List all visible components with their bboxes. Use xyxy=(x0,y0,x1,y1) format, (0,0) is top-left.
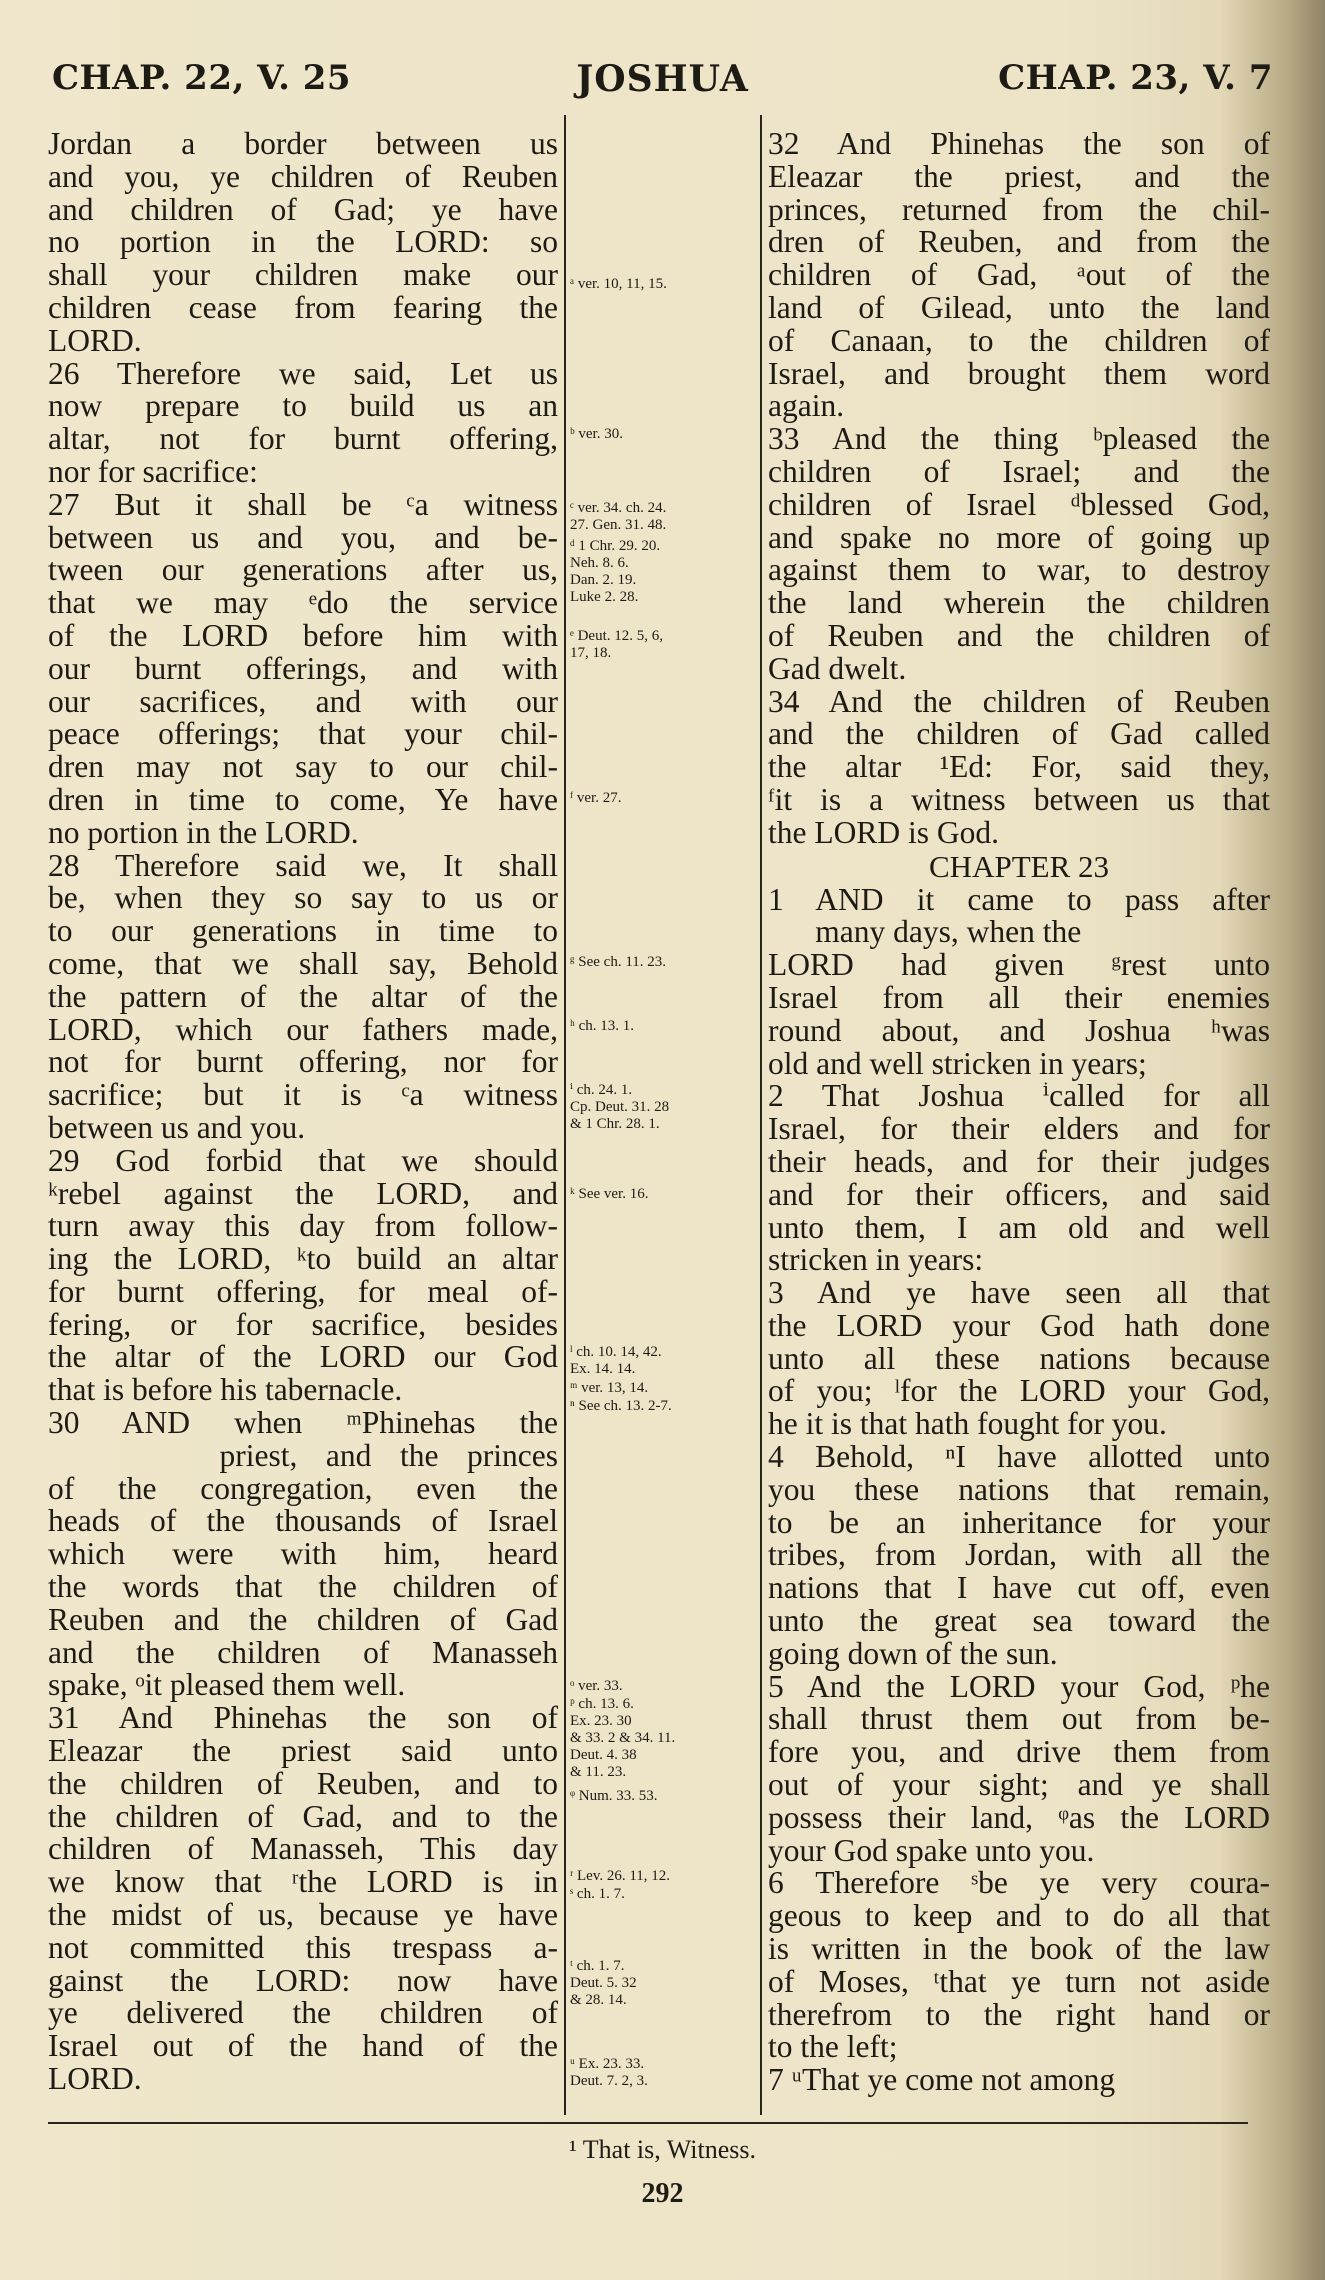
right-column-line: of you; ˡfor the LORD your God, xyxy=(768,1373,1270,1409)
left-column-line: 26 Therefore we said, Let us xyxy=(48,355,558,391)
right-column-line: possess their land, ᵠas the LORD xyxy=(768,1799,1270,1835)
reference-note: ⁱ ch. 24. 1. Cp. Deut. 31. 28 & 1 Chr. 28. 1. xyxy=(570,1082,670,1132)
header-left: CHAP. 22, V. 25 xyxy=(52,58,352,98)
left-column-line: which were with him, heard xyxy=(48,1536,558,1572)
left-column-line: between us and you. xyxy=(48,1109,306,1145)
column-divider-left xyxy=(564,115,566,2115)
left-column-line: of the LORD before him with xyxy=(48,617,558,653)
left-column-line: LORD. xyxy=(48,2061,142,2097)
footnote: ¹ That is, Witness. xyxy=(568,2135,757,2164)
left-column-line: altar, not for burnt offering, xyxy=(48,421,558,457)
right-column-line: unto them, I am old and well xyxy=(768,1209,1270,1245)
left-column-line: to our generations in time to xyxy=(48,913,558,949)
right-column-line: Gad dwelt. xyxy=(768,650,907,686)
left-column-line: Israel out of the hand of the xyxy=(48,2028,558,2064)
right-column-line: 1 AND it came to pass after xyxy=(768,881,1270,917)
left-column-line: come, that we shall say, Behold xyxy=(48,945,558,981)
right-column-line: 32 And Phinehas the son of xyxy=(768,126,1270,161)
left-column-line: tween our generations after us, xyxy=(48,552,558,588)
right-column-line: geous to keep and to do all that xyxy=(768,1898,1270,1934)
right-column-line: 7 ᵘThat ye come not among xyxy=(768,2062,1116,2098)
header-right: CHAP. 23, V. 7 xyxy=(998,58,1273,98)
left-column-line: not for burnt offering, nor for xyxy=(48,1044,558,1080)
left-column-line: spake, ᵒit pleased them well. xyxy=(48,1667,406,1703)
right-column-line: children of Israel; and the xyxy=(768,453,1270,489)
left-column-line: gainst the LORD: now have xyxy=(48,1962,558,1998)
left-column-line: peace offerings; that your chil- xyxy=(48,716,558,752)
reference-note: ˢ ch. 1. 7. xyxy=(570,1886,625,1902)
right-column-line: Israel from all their enemies xyxy=(768,979,1270,1015)
right-column-line: unto the great sea toward the xyxy=(768,1603,1270,1639)
left-column-line: LORD, which our fathers made, xyxy=(48,1011,558,1047)
right-column-line: children of Gad, ᵃout of the xyxy=(768,257,1270,293)
right-column-line: 33 And the thing ᵇpleased the xyxy=(768,421,1270,457)
left-column-line: not committed this trespass a- xyxy=(48,1929,558,1965)
right-column-line: land of Gilead, unto the land xyxy=(768,289,1270,325)
left-column-line: fering, or for sacrifice, besides xyxy=(48,1306,558,1342)
right-column-line: he it is that hath fought for you. xyxy=(768,1406,1167,1442)
left-column-line: our sacrifices, and with our xyxy=(48,683,558,719)
left-column-line: now prepare to build us an xyxy=(48,388,558,424)
column-divider-right xyxy=(760,115,762,2115)
right-column-line: is written in the book of the law xyxy=(768,1931,1270,1967)
right-column-line: unto all these nations because xyxy=(768,1340,1270,1376)
reference-note: ᵘ Ex. 23. 33. Deut. 7. 2, 3. xyxy=(570,2056,648,2089)
right-text-column xyxy=(768,128,1270,2097)
right-column-line: fore you, and drive them from xyxy=(768,1734,1270,1770)
right-column-line: again. xyxy=(768,388,845,424)
reference-note: ᵍ See ch. 11. 23. xyxy=(570,954,667,970)
left-column-line: and the children of Manasseh xyxy=(48,1634,558,1670)
left-column-line: between us and you, and be- xyxy=(48,519,558,555)
left-column-line: children cease from fearing the xyxy=(48,289,558,325)
reference-note: ᵒ ver. 33. xyxy=(570,1678,623,1694)
right-column-line: of Canaan, to the children of xyxy=(768,322,1270,358)
left-column-line: turn away this day from follow- xyxy=(48,1208,558,1244)
left-column-line: ᵏrebel against the LORD, and xyxy=(48,1175,558,1211)
right-column-line: going down of the sun. xyxy=(768,1635,1058,1671)
reference-note: ʰ ch. 13. 1. xyxy=(570,1018,634,1034)
right-column-line: Israel, and brought them word xyxy=(768,355,1270,391)
left-column-line: LORD. xyxy=(48,322,142,358)
right-column-line: to the left; xyxy=(768,2029,898,2065)
running-header xyxy=(52,58,1273,114)
right-column-line: dren of Reuben, and from the xyxy=(768,224,1270,260)
left-column-line: the words that the children of xyxy=(48,1569,558,1605)
left-column-line: 28 Therefore said we, It shall xyxy=(48,847,558,883)
left-column-line: heads of the thousands of Israel xyxy=(48,1503,558,1539)
right-column-line: the LORD your God hath done xyxy=(768,1307,1270,1343)
reference-note: ˡ ch. 10. 14, 42. Ex. 14. 14. xyxy=(570,1344,662,1377)
page-number: 292 xyxy=(641,2178,684,2209)
left-column-line: our burnt offerings, and with xyxy=(48,650,558,686)
reference-note: ᵖ ch. 13. 6. Ex. 23. 30 & 33. 2 & 34. 11. Deut. 4. 38 & 11. 23. xyxy=(570,1696,676,1780)
right-column-line: to be an inheritance for your xyxy=(768,1504,1270,1540)
left-column-line: no portion in the LORD: so xyxy=(48,224,558,260)
left-column-line: priest, and the princes xyxy=(48,1437,558,1473)
right-column-line: ᶠit is a witness between us that xyxy=(768,781,1270,817)
left-column-line: that is before his tabernacle. xyxy=(48,1372,403,1408)
right-column-line: princes, returned from the chil- xyxy=(768,191,1270,227)
left-column-line: and children of Gad; ye have xyxy=(48,191,558,227)
left-column-line: Reuben and the children of Gad xyxy=(48,1601,558,1637)
right-column-line: against them to war, to destroy xyxy=(768,552,1270,588)
right-column-line: children of Israel ᵈblessed God, xyxy=(768,486,1270,522)
left-column-line: the children of Gad, and to the xyxy=(48,1798,558,1834)
right-column-line: 34 And the children of Reuben xyxy=(768,683,1270,719)
left-column-line: 27 But it shall be ᶜa witness xyxy=(48,486,558,522)
right-column-line: round about, and Joshua ʰwas xyxy=(768,1012,1270,1048)
right-column-line: 3 And ye have seen all that xyxy=(768,1275,1270,1311)
right-column-line: old and well stricken in years; xyxy=(768,1045,1147,1081)
left-column-line: no portion in the LORD. xyxy=(48,814,359,850)
right-column-line: stricken in years: xyxy=(768,1242,984,1278)
right-column-line: therefrom to the right hand or xyxy=(768,1996,1270,2032)
reference-note: ᵠ Num. 33. 53. xyxy=(570,1788,658,1804)
right-column-line: and for their officers, and said xyxy=(768,1176,1270,1212)
reference-note: ʳ Lev. 26. 11, 12. xyxy=(570,1868,671,1884)
right-column-line: out of your sight; and ye shall xyxy=(768,1767,1270,1803)
left-column-line: Jordan a border between us xyxy=(48,126,558,161)
left-column-line: for burnt offering, for meal of- xyxy=(48,1273,558,1309)
left-column-line: 30 AND when ᵐPhinehas the xyxy=(48,1405,558,1441)
left-column-line: the midst of us, because ye have xyxy=(48,1897,558,1933)
right-column-line: and spake no more of going up xyxy=(768,519,1270,555)
right-column-line: of Moses, ᵗthat ye turn not aside xyxy=(768,1963,1270,1999)
right-column-line: 5 And the LORD your God, ᵖhe xyxy=(768,1668,1270,1704)
left-column-line: that we may ᵉdo the service xyxy=(48,585,558,621)
reference-note: ᵃ ver. 10, 11, 15. xyxy=(570,276,667,292)
left-column-line: we know that ʳthe LORD is in xyxy=(48,1864,558,1900)
reference-column xyxy=(570,128,758,2128)
right-column-line: of Reuben and the children of xyxy=(768,617,1270,653)
right-column-line: tribes, from Jordan, with all the xyxy=(768,1537,1270,1573)
left-text-column xyxy=(48,128,558,2096)
right-column-line: 4 Behold, ⁿI have allotted unto xyxy=(768,1439,1270,1475)
footnote-rule xyxy=(48,2122,1248,2124)
right-column-line: the land wherein the children xyxy=(768,585,1270,621)
right-column-line: 2 That Joshua ⁱcalled for all xyxy=(768,1078,1270,1114)
right-column-line: 6 Therefore ˢbe ye very coura- xyxy=(768,1865,1270,1901)
left-column-line: ing the LORD, ᵏto build an altar xyxy=(48,1241,558,1277)
header-book-title: JOSHUA xyxy=(576,58,749,100)
right-column-line: nations that I have cut off, even xyxy=(768,1570,1270,1606)
left-column-line: the children of Reuben, and to xyxy=(48,1765,558,1801)
right-column-line: LORD had given ᵍrest unto xyxy=(768,947,1270,983)
left-column-line: dren in time to come, Ye have xyxy=(48,781,558,817)
left-column-line: shall your children make our xyxy=(48,257,558,293)
reference-note: ᵈ 1 Chr. 29. 20. Neh. 8. 6. Dan. 2. 19. Luke 2. 28. xyxy=(570,538,661,605)
left-column-line: nor for sacrifice: xyxy=(48,453,258,489)
reference-note: ᵐ ver. 13, 14. xyxy=(570,1380,649,1396)
reference-note: ᶠ ver. 27. xyxy=(570,790,622,806)
right-column-line: the LORD is God. xyxy=(768,814,999,850)
left-column-line: dren may not say to our chil- xyxy=(48,749,558,785)
left-column-line: 29 God forbid that we should xyxy=(48,1142,558,1178)
reference-note: ⁿ See ch. 13. 2-7. xyxy=(570,1398,672,1414)
right-column-line: many days, when the xyxy=(768,914,1082,950)
right-column-line: Israel, for their elders and for xyxy=(768,1111,1270,1147)
left-column-line: the altar of the LORD our God xyxy=(48,1339,558,1375)
chapter-heading: CHAPTER 23 xyxy=(929,848,1109,884)
right-column-line: your God spake unto you. xyxy=(768,1832,1095,1868)
reference-note: ᵉ Deut. 12. 5, 6, 17, 18. xyxy=(570,628,664,661)
reference-note: ᵗ ch. 1. 7. Deut. 5. 32 & 28. 14. xyxy=(570,1958,637,2008)
right-column-line: shall thrust them out from be- xyxy=(768,1701,1270,1737)
right-column-line: you these nations that remain, xyxy=(768,1471,1270,1507)
left-column-line: children of Manasseh, This day xyxy=(48,1831,558,1867)
right-column-line: and the children of Gad called xyxy=(768,716,1270,752)
right-column-line: Eleazar the priest, and the xyxy=(768,158,1270,194)
left-column-line: ye delivered the children of xyxy=(48,1995,558,2031)
left-column-line: of the congregation, even the xyxy=(48,1470,558,1506)
left-column-line: and you, ye children of Reuben xyxy=(48,158,558,194)
left-column-line: 31 And Phinehas the son of xyxy=(48,1700,558,1736)
reference-note: ᵇ ver. 30. xyxy=(570,426,623,442)
left-column-line: sacrifice; but it is ᶜa witness xyxy=(48,1077,558,1113)
left-column-line: Eleazar the priest said unto xyxy=(48,1733,558,1769)
reference-note: ᵏ See ver. 16. xyxy=(570,1186,649,1202)
right-column-line: their heads, and for their judges xyxy=(768,1143,1270,1179)
right-column-line: the altar ¹Ed: For, said they, xyxy=(768,749,1270,785)
left-column-line: the pattern of the altar of the xyxy=(48,978,558,1014)
left-column-line: be, when they so say to us or xyxy=(48,880,558,916)
reference-note: ᶜ ver. 34. ch. 24. 27. Gen. 31. 48. xyxy=(570,500,667,533)
